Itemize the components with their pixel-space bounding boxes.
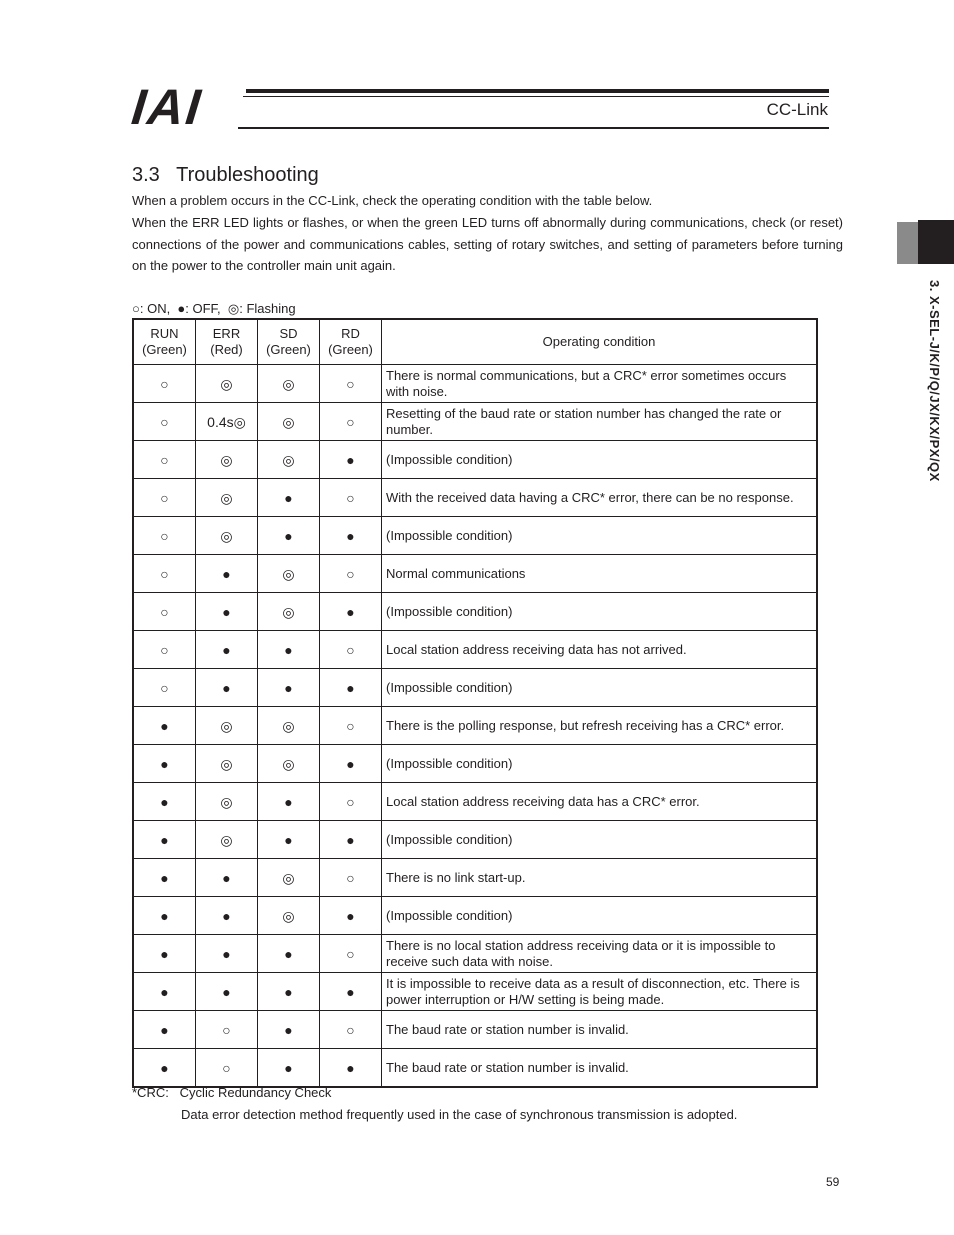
led-err-state: ●	[196, 669, 258, 707]
troubleshooting-table	[132, 318, 818, 1088]
led-sd-state: ◎	[258, 365, 320, 403]
led-run-state: ○	[133, 403, 196, 441]
led-rd-state: ○	[320, 631, 382, 669]
table-row	[133, 1011, 817, 1049]
led-sd-state: ◎	[258, 593, 320, 631]
led-sd-state: ●	[258, 669, 320, 707]
table-row	[133, 973, 817, 1011]
table-row	[133, 707, 817, 745]
table-row	[133, 517, 817, 555]
operating-condition: (Impossible condition)	[382, 517, 818, 555]
led-err-state: ◎	[196, 821, 258, 859]
operating-condition: The baud rate or station number is invalid.	[382, 1049, 818, 1088]
iai-logo: IAI	[129, 79, 205, 135]
led-sd-state: ◎	[258, 441, 320, 479]
led-sd-state: ●	[258, 1049, 320, 1088]
led-sd-state: ●	[258, 631, 320, 669]
led-rd-state: ●	[320, 593, 382, 631]
led-rd-state: ●	[320, 669, 382, 707]
led-rd-state: ○	[320, 479, 382, 517]
table-row	[133, 555, 817, 593]
operating-condition: (Impossible condition)	[382, 897, 818, 935]
header-rd: RD (Green)	[320, 319, 382, 365]
led-err-state: ◎	[196, 479, 258, 517]
table-header-row	[133, 319, 817, 365]
led-sd-state: ●	[258, 479, 320, 517]
led-err-state: ●	[196, 555, 258, 593]
table-row	[133, 441, 817, 479]
led-err-state: 0.4s◎	[196, 403, 258, 441]
header-rule-top	[246, 89, 829, 93]
led-run-state: ●	[133, 707, 196, 745]
led-rd-state: ○	[320, 555, 382, 593]
led-err-state: ●	[196, 935, 258, 973]
operating-condition: (Impossible condition)	[382, 745, 818, 783]
operating-condition: There is normal communications, but a CRC* error sometimes occurs with noise.	[382, 365, 818, 403]
led-legend: ○: ON, ●: OFF, ◎: Flashing	[132, 301, 296, 316]
table-row	[133, 365, 817, 403]
led-rd-state: ●	[320, 821, 382, 859]
side-tab-marker-light	[897, 222, 919, 264]
led-run-state: ○	[133, 555, 196, 593]
led-run-state: ●	[133, 1049, 196, 1088]
led-rd-state: ●	[320, 745, 382, 783]
led-err-state: ◎	[196, 365, 258, 403]
led-sd-state: ◎	[258, 745, 320, 783]
operating-condition: There is the polling response, but refresh receiving has a CRC* error.	[382, 707, 818, 745]
table-row	[133, 745, 817, 783]
operating-condition: Normal communications	[382, 555, 818, 593]
led-sd-state: ●	[258, 1011, 320, 1049]
led-rd-state: ●	[320, 973, 382, 1011]
operating-condition: With the received data having a CRC* error, there can be no response.	[382, 479, 818, 517]
operating-condition: (Impossible condition)	[382, 593, 818, 631]
led-rd-state: ○	[320, 935, 382, 973]
table-row	[133, 631, 817, 669]
operating-condition: There is no local station address receiving data or it is impossible to receive such data with noise.	[382, 935, 818, 973]
header-operating-condition: Operating condition	[382, 319, 818, 365]
table-row	[133, 1049, 817, 1088]
led-sd-state: ◎	[258, 555, 320, 593]
led-err-state: ●	[196, 631, 258, 669]
table-row	[133, 821, 817, 859]
table-row	[133, 669, 817, 707]
led-run-state: ○	[133, 365, 196, 403]
led-err-state: ●	[196, 973, 258, 1011]
led-run-state: ●	[133, 1011, 196, 1049]
led-sd-state: ◎	[258, 403, 320, 441]
page-number: 59	[826, 1175, 840, 1189]
led-rd-state: ○	[320, 707, 382, 745]
intro-paragraph-2: When the ERR LED lights or flashes, or when the green LED turns off abnormally during communications, check (or reset) connections of the power and communications cables, setting of rotary switches, and setting of parameters before turning on the power to the controller main unit again.	[132, 215, 843, 273]
led-run-state: ○	[133, 517, 196, 555]
led-run-state: ●	[133, 821, 196, 859]
led-err-state: ○	[196, 1011, 258, 1049]
led-run-state: ●	[133, 745, 196, 783]
led-err-state: ◎	[196, 707, 258, 745]
operating-condition: There is no link start-up.	[382, 859, 818, 897]
footnote-crc-description: Data error detection method frequently used in the case of synchronous transmission is adopted.	[181, 1107, 738, 1122]
led-err-state: ●	[196, 859, 258, 897]
table-row	[133, 593, 817, 631]
table-row	[133, 897, 817, 935]
led-run-state: ○	[133, 479, 196, 517]
led-rd-state: ○	[320, 1011, 382, 1049]
operating-condition: (Impossible condition)	[382, 441, 818, 479]
led-rd-state: ○	[320, 365, 382, 403]
led-rd-state: ○	[320, 783, 382, 821]
led-rd-state: ●	[320, 1049, 382, 1088]
led-rd-state: ●	[320, 441, 382, 479]
header-run: RUN (Green)	[133, 319, 196, 365]
led-sd-state: ◎	[258, 859, 320, 897]
product-name: CC-Link	[766, 100, 828, 119]
led-run-state: ○	[133, 631, 196, 669]
led-err-state: ○	[196, 1049, 258, 1088]
intro-paragraph-1: When a problem occurs in the CC-Link, check the operating condition with the table below.	[132, 193, 653, 208]
led-sd-state: ●	[258, 973, 320, 1011]
table-row	[133, 859, 817, 897]
header-rule-bottom	[238, 127, 829, 129]
table-row	[133, 479, 817, 517]
header-rule-middle	[243, 96, 829, 97]
led-sd-state: ●	[258, 821, 320, 859]
operating-condition: Local station address receiving data has not arrived.	[382, 631, 818, 669]
led-sd-state: ●	[258, 517, 320, 555]
chapter-side-label: 3. X-SEL-J/K/P/Q/JX/KX/PX/QX	[927, 280, 942, 482]
led-err-state: ●	[196, 897, 258, 935]
operating-condition: It is impossible to receive data as a result of disconnection, etc. There is power interruption or H/W setting is being made.	[382, 973, 818, 1011]
led-run-state: ○	[133, 593, 196, 631]
operating-condition: (Impossible condition)	[382, 669, 818, 707]
led-run-state: ●	[133, 935, 196, 973]
led-run-state: ●	[133, 783, 196, 821]
operating-condition: Resetting of the baud rate or station number has changed the rate or number.	[382, 403, 818, 441]
led-err-state: ◎	[196, 517, 258, 555]
led-sd-state: ◎	[258, 707, 320, 745]
led-rd-state: ○	[320, 859, 382, 897]
operating-condition: The baud rate or station number is invalid.	[382, 1011, 818, 1049]
led-err-state: ●	[196, 593, 258, 631]
operating-condition: (Impossible condition)	[382, 821, 818, 859]
led-rd-state: ○	[320, 403, 382, 441]
led-err-state: ◎	[196, 783, 258, 821]
table-row	[133, 403, 817, 441]
footnote-crc: *CRC: Cyclic Redundancy Check	[132, 1085, 332, 1100]
header-sd: SD (Green)	[258, 319, 320, 365]
side-tab-marker-dark	[918, 220, 954, 264]
table-row	[133, 935, 817, 973]
led-run-state: ○	[133, 669, 196, 707]
led-rd-state: ●	[320, 517, 382, 555]
operating-condition: Local station address receiving data has a CRC* error.	[382, 783, 818, 821]
led-err-state: ◎	[196, 441, 258, 479]
led-run-state: ●	[133, 897, 196, 935]
header-err: ERR (Red)	[196, 319, 258, 365]
led-sd-state: ◎	[258, 897, 320, 935]
led-run-state: ○	[133, 441, 196, 479]
led-rd-state: ●	[320, 897, 382, 935]
led-err-state: ◎	[196, 745, 258, 783]
led-sd-state: ●	[258, 935, 320, 973]
section-title: 3.3 Troubleshooting	[132, 164, 319, 186]
led-run-state: ●	[133, 973, 196, 1011]
led-sd-state: ●	[258, 783, 320, 821]
led-run-state: ●	[133, 859, 196, 897]
table-row	[133, 783, 817, 821]
